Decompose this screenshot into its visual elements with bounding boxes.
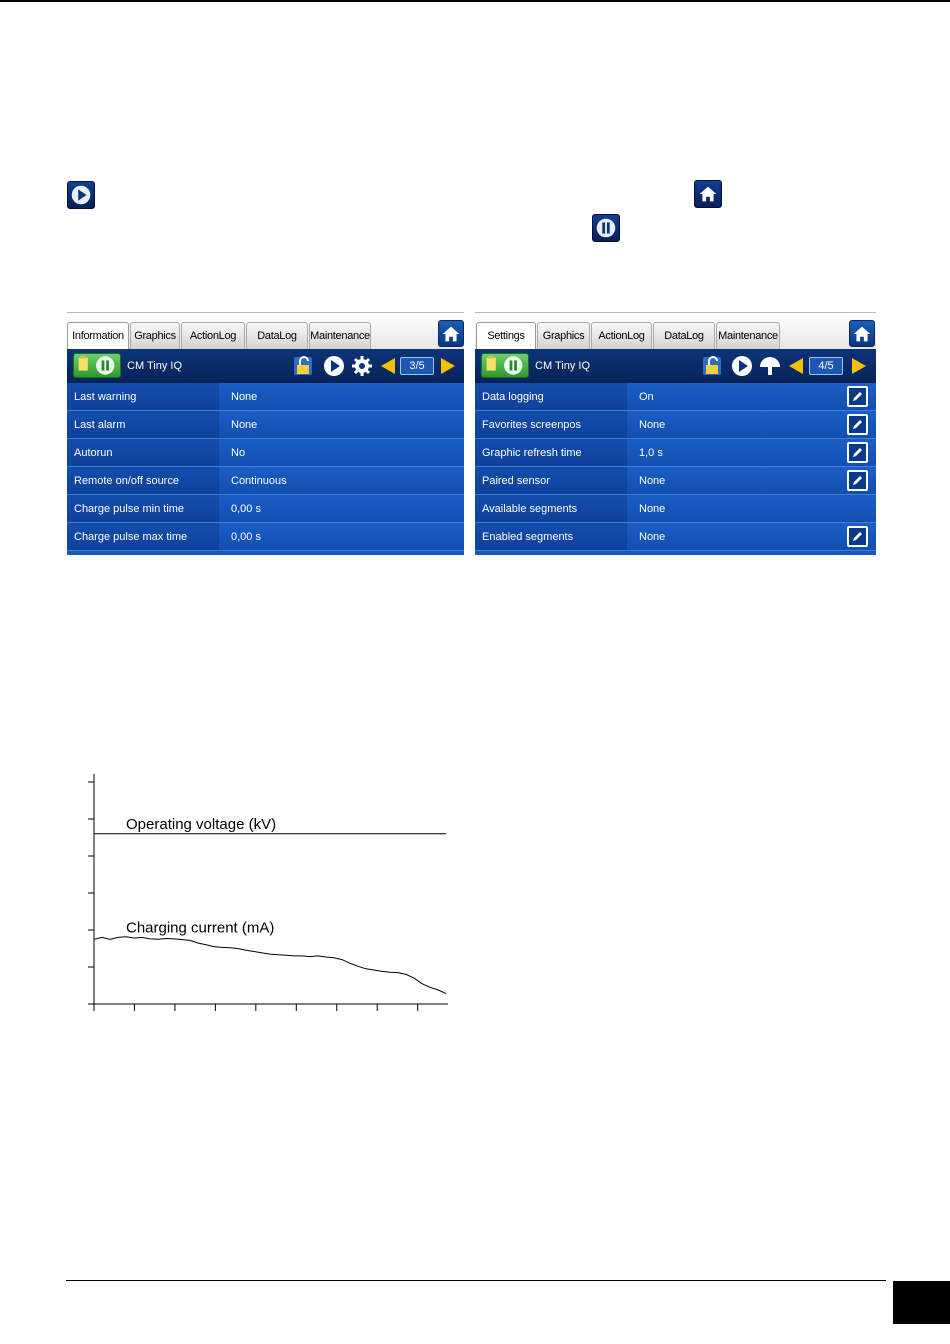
row-value: None [639, 531, 666, 543]
row-value: None [231, 391, 258, 403]
play-icon[interactable] [731, 355, 753, 377]
series-label: Charging current (mA) [126, 919, 275, 937]
table-row[interactable] [475, 439, 876, 467]
row-value: None [231, 419, 258, 431]
previous-arrow-icon[interactable] [378, 355, 400, 377]
table-row[interactable] [67, 467, 464, 495]
table-row[interactable] [475, 467, 876, 495]
series-line [94, 937, 446, 994]
table-row[interactable] [67, 439, 464, 467]
series-label: Operating voltage (kV) [126, 815, 277, 833]
table-row[interactable] [475, 383, 876, 411]
pencil-icon [849, 528, 866, 545]
table-row[interactable] [475, 411, 876, 439]
tab-settings[interactable]: Settings [476, 322, 536, 349]
unlock-icon[interactable] [701, 355, 723, 377]
row-label: Available segments [482, 503, 578, 515]
pencil-icon [849, 388, 866, 405]
run-status-button[interactable] [481, 353, 529, 378]
tab-graphics[interactable]: Graphics [537, 322, 590, 349]
toolbar [475, 349, 876, 383]
row-label: Data logging [482, 391, 544, 403]
page-indicator: 3/5 [400, 357, 434, 375]
top-rule [0, 0, 950, 2]
row-value: None [639, 475, 666, 487]
settings-panel [475, 312, 876, 555]
footer-rule [66, 1280, 886, 1281]
home-button[interactable] [438, 320, 464, 347]
play-icon [67, 181, 95, 209]
home-icon [694, 180, 722, 208]
tab-actionlog[interactable]: ActionLog [181, 322, 245, 349]
tab-bar [475, 313, 876, 349]
tab-maintenance[interactable]: Maintenance [309, 322, 371, 349]
table-row[interactable] [67, 523, 464, 551]
upload-icon[interactable] [759, 355, 781, 377]
row-label: Charge pulse min time [74, 503, 185, 515]
row-label: Paired sensor [482, 475, 550, 487]
row-label: Remote on/off source [74, 475, 179, 487]
pencil-icon [849, 444, 866, 461]
tab-bar [67, 313, 464, 349]
row-label: Autorun [74, 447, 113, 459]
row-label: Last warning [74, 391, 137, 403]
chart-svg [60, 770, 470, 1030]
edit-button[interactable] [847, 414, 868, 435]
row-value: 0,00 s [231, 531, 261, 543]
information-panel [67, 312, 464, 555]
tab-datalog[interactable]: DataLog [246, 322, 308, 349]
page-indicator: 4/5 [809, 357, 843, 375]
edit-button[interactable] [847, 386, 868, 407]
home-button[interactable] [849, 320, 875, 347]
pencil-icon [849, 416, 866, 433]
table-row[interactable] [67, 411, 464, 439]
pencil-icon [849, 472, 866, 489]
edit-button[interactable] [847, 526, 868, 547]
voltage-current-chart [60, 770, 470, 1030]
row-label: Enabled segments [482, 531, 574, 543]
table-row[interactable] [67, 383, 464, 411]
run-status-button[interactable] [73, 353, 121, 378]
previous-arrow-icon[interactable] [786, 355, 808, 377]
row-value: Continuous [231, 475, 287, 487]
tab-datalog[interactable]: DataLog [653, 322, 715, 349]
row-value: On [639, 391, 654, 403]
gear-icon[interactable] [351, 355, 373, 377]
next-arrow-icon[interactable] [436, 355, 458, 377]
tab-information[interactable]: Information [67, 322, 129, 349]
device-name: CM Tiny IQ [127, 360, 183, 372]
edit-button[interactable] [847, 470, 868, 491]
row-label: Favorites screenpos [482, 419, 582, 431]
table-row[interactable] [475, 523, 876, 551]
tab-maintenance[interactable]: Maintenance [716, 322, 780, 349]
tab-graphics[interactable]: Graphics [130, 322, 180, 349]
edit-button[interactable] [847, 442, 868, 463]
play-icon[interactable] [323, 355, 345, 377]
page-number-tab [893, 1281, 950, 1324]
row-value: None [639, 503, 666, 515]
next-arrow-icon[interactable] [847, 355, 869, 377]
info-rows [67, 383, 464, 555]
row-value: 0,00 s [231, 503, 261, 515]
settings-rows [475, 383, 876, 555]
device-name: CM Tiny IQ [535, 360, 591, 372]
unlock-icon[interactable] [292, 355, 314, 377]
table-row[interactable] [67, 495, 464, 523]
home-icon [850, 321, 874, 346]
toolbar [67, 349, 464, 383]
table-row[interactable] [475, 495, 876, 523]
row-value: No [231, 447, 246, 459]
home-icon [439, 321, 463, 346]
row-value: None [639, 419, 666, 431]
row-label: Last alarm [74, 419, 126, 431]
tab-actionlog[interactable]: ActionLog [591, 322, 652, 349]
pause-icon [592, 214, 620, 242]
row-label: Charge pulse max time [74, 531, 188, 543]
row-value: 1,0 s [639, 447, 663, 459]
row-label: Graphic refresh time [482, 447, 582, 459]
